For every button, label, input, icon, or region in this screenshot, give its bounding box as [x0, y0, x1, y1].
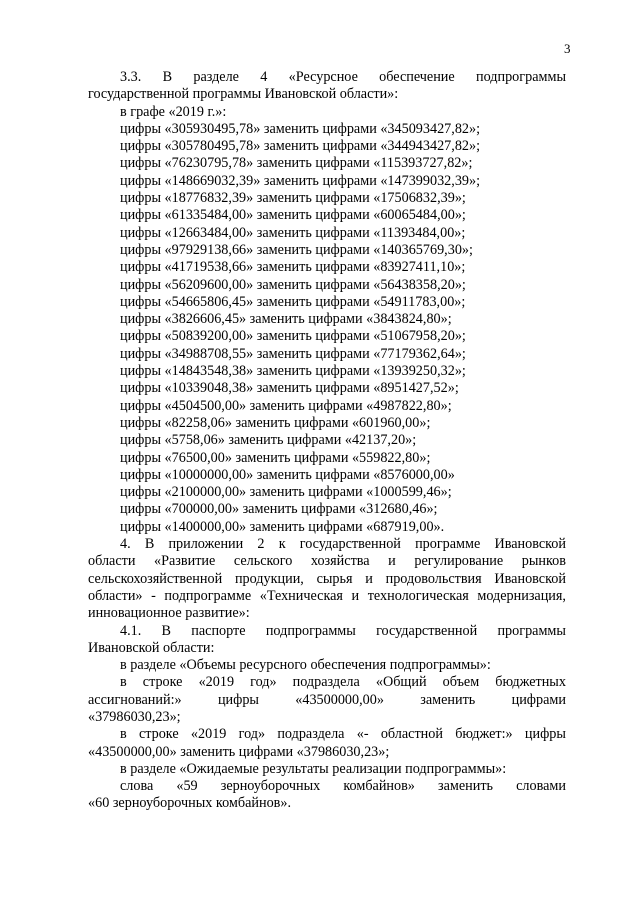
word: бюджет:»: [455, 726, 513, 743]
replacement-line: цифры «82258,06» заменить цифрами «601960,00»;: [120, 414, 431, 431]
replacement-line: цифры «14843548,38» заменить цифрами «13939250,32»;: [120, 363, 466, 380]
word: «Техническая: [259, 587, 343, 604]
row-total-line-3: «37986030,23»;: [88, 708, 181, 725]
word: регулирование: [414, 553, 504, 570]
row-total-line-2: [88, 692, 566, 709]
paragraph-4-line-4: [88, 588, 566, 605]
word: строке: [142, 674, 183, 691]
replacement-line: цифры «148669032,39» заменить цифрами «147399032,39»;: [120, 172, 481, 189]
word: технологическая: [367, 587, 469, 604]
replacement-line: цифры «305780495,78» заменить цифрами «344943427,82»;: [120, 138, 481, 155]
word: комбайнов»: [343, 778, 415, 795]
paragraph-3-3-line-2: государственной программы Ивановской области»:: [88, 86, 399, 103]
paragraph-4-1-line-2: Ивановской области:: [88, 639, 215, 656]
word: сельского: [233, 553, 293, 570]
word: слова: [120, 778, 154, 795]
replacement-line: цифры «76500,00» заменить цифрами «559822,80»;: [120, 449, 431, 466]
word: обеспечение: [379, 69, 455, 85]
word: год»: [238, 726, 266, 743]
replacement-line: цифры «56209600,00» заменить цифрами «56438358,20»;: [120, 276, 466, 293]
word: рынков: [521, 553, 566, 570]
word: подраздела: [277, 726, 345, 743]
replacement-line: цифры «50839200,00» заменить цифрами «51067958,20»;: [120, 328, 466, 345]
word: хозяйства: [310, 553, 370, 570]
word: 3.3.: [120, 69, 142, 85]
replacement-line: цифры «61335484,00» заменить цифрами «60065484,00»;: [120, 207, 466, 224]
replacement-line: цифры «54665806,45» заменить цифрами «54911783,00»;: [120, 293, 466, 310]
word: подпрограмме: [164, 587, 252, 604]
word: модернизация,: [477, 587, 566, 604]
word: области: [88, 553, 136, 570]
page-number: 3: [564, 41, 571, 56]
replacement-line: цифры «4504500,00» заменить цифрами «4987822,80»;: [120, 397, 452, 414]
row-total-line-1: [88, 674, 566, 691]
word: программы: [497, 622, 566, 639]
word: «Ресурсное: [288, 69, 358, 85]
word: Ивановской: [494, 536, 566, 553]
word: и: [365, 570, 373, 587]
replacement-line: цифры «10000000,00» заменить цифрами «8576000,00»: [120, 466, 455, 483]
word: «59: [176, 778, 198, 795]
word: бюджетных: [495, 674, 566, 691]
word: цифрами: [511, 691, 566, 708]
replacement-line: цифры «18776832,39» заменить цифрами «17506832,39»;: [120, 190, 466, 207]
word: и: [351, 587, 360, 604]
word: в: [120, 726, 127, 743]
word: к: [278, 536, 286, 553]
word: области»: [88, 587, 143, 604]
paragraph-4-1-line-1: [88, 623, 566, 640]
word: заменить: [420, 691, 476, 708]
word: государственной: [376, 622, 478, 639]
word: сельскохозяйственной: [88, 570, 223, 587]
word: «2019: [190, 726, 227, 743]
row-regional-line-1: [88, 726, 566, 743]
replacement-line: цифры «1400000,00» заменить цифрами «687919,00».: [120, 518, 445, 535]
row-regional-line-2: «43500000,00» заменить цифрами «37986030,23»;: [88, 743, 390, 760]
word: заменить: [437, 778, 494, 795]
word: паспорте: [191, 622, 246, 639]
word: В: [161, 622, 172, 639]
replacement-line: цифры «2100000,00» заменить цифрами «1000599,46»;: [120, 484, 452, 501]
word: словами: [516, 778, 566, 795]
word: подпрограммы: [265, 622, 356, 639]
word: «Развитие: [154, 553, 216, 570]
word: приложении: [168, 536, 244, 553]
word: цифры: [524, 726, 566, 743]
word: подраздела: [292, 674, 360, 691]
word: «43500000,00»: [295, 691, 384, 708]
words-line-1: [88, 778, 566, 795]
word: строке: [138, 726, 179, 743]
word: 4: [260, 69, 268, 85]
word: в: [120, 674, 127, 691]
word: «2019: [198, 674, 235, 691]
word: областной: [380, 726, 443, 743]
words-line-2: «60 зерноуборочных комбайнов».: [88, 795, 292, 812]
paragraph-4-line-3: [88, 571, 566, 588]
paragraph-3-3-line-1: [88, 69, 566, 86]
replacement-line: цифры «97929138,66» заменить цифрами «140365769,30»;: [120, 241, 473, 258]
paragraph-4-line-2: [88, 553, 566, 570]
replacement-line: цифры «305930495,78» заменить цифрами «345093427,82»;: [120, 120, 481, 137]
replacement-line: цифры «34988708,55» заменить цифрами «77179362,64»;: [120, 345, 466, 362]
word: В: [144, 536, 155, 553]
word: ассигнований:»: [88, 691, 182, 708]
word: государственной: [299, 536, 401, 553]
word: продукции,: [234, 570, 304, 587]
word: В: [162, 69, 173, 85]
word: Ивановской: [494, 570, 566, 587]
word: 4.: [120, 536, 131, 553]
replacement-line: цифры «12663484,00» заменить цифрами «11393484,00»;: [120, 224, 466, 241]
replacement-line: цифры «10339048,38» заменить цифрами «8951427,52»;: [120, 380, 459, 397]
document-body: [88, 69, 566, 813]
word: и: [388, 553, 396, 570]
word: продовольствия: [385, 570, 482, 587]
paragraph-4-line-5: инновационное развитие»:: [88, 605, 250, 622]
word: «-: [356, 726, 369, 743]
word: разделе: [193, 69, 239, 85]
paragraph-4-line-1: [88, 536, 566, 553]
word: цифры: [217, 691, 259, 708]
word: объем: [442, 674, 480, 691]
volumes-section-line: в разделе «Объемы ресурсного обеспечения подпрограммы»:: [120, 657, 491, 674]
word: зерноуборочных: [220, 778, 321, 795]
word: сырья: [316, 570, 353, 587]
word: подпрограммы: [476, 69, 566, 85]
word: 4.1.: [120, 622, 142, 639]
word: год»: [250, 674, 277, 691]
replacement-line: цифры «41719538,66» заменить цифрами «83927411,10»;: [120, 259, 466, 276]
replacement-list: [88, 121, 566, 536]
word: -: [151, 587, 156, 604]
word: программе: [415, 536, 481, 553]
word: «Общий: [375, 674, 427, 691]
replacement-line: цифры «700000,00» заменить цифрами «312680,46»;: [120, 501, 438, 518]
column-2019-line: в графе «2019 г.»:: [120, 103, 227, 120]
replacement-line: цифры «76230795,78» заменить цифрами «115393727,82»;: [120, 155, 473, 172]
replacement-line: цифры «5758,06» заменить цифрами «42137,20»;: [120, 432, 417, 449]
results-section-line: в разделе «Ожидаемые результаты реализации подпрограммы»:: [120, 760, 507, 777]
replacement-line: цифры «3826606,45» заменить цифрами «3843824,80»;: [120, 311, 452, 328]
word: 2: [257, 536, 265, 553]
